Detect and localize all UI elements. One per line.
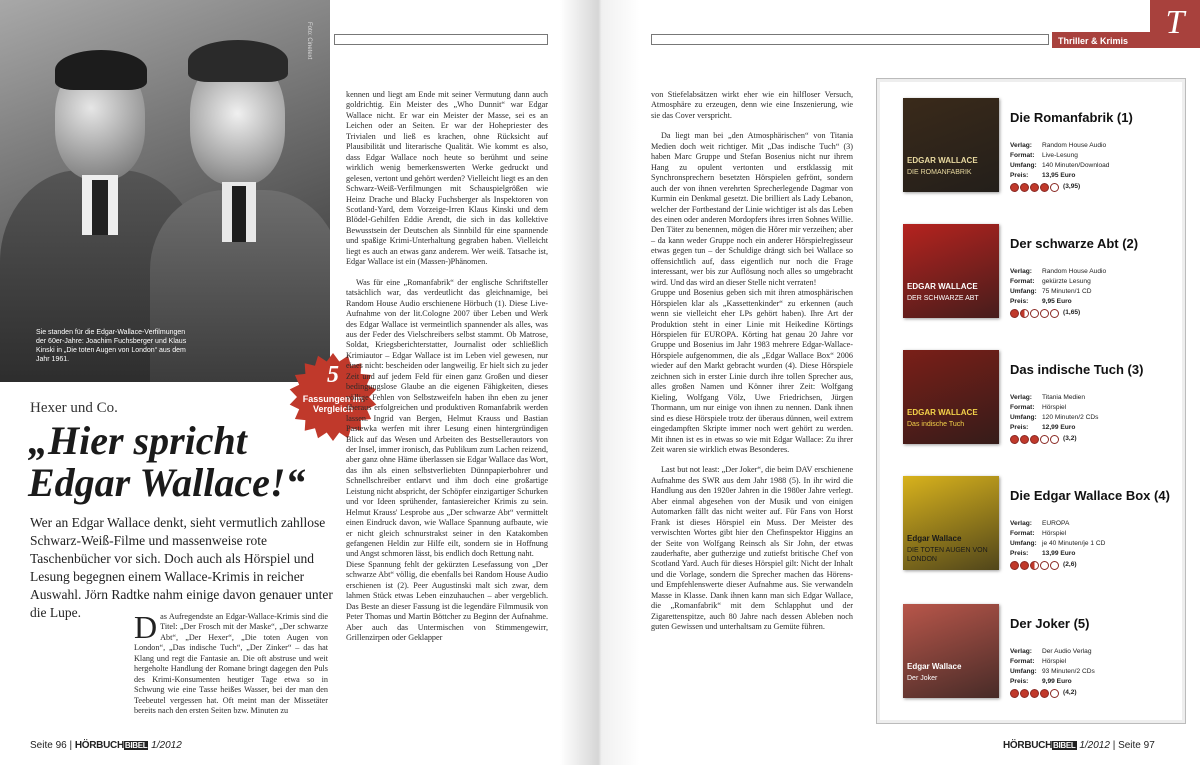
article-lead: Wer an Edgar Wallace denkt, sieht vermutlich zahllose Schwarz-Weiß-Filme und massenweise rote Taschenbücher vor sich. Doch auch als Hörspiel und Lesung begegnen einem Wallace-Krimis in reicher Auswahl. Jörn Radtke nahm einige davon genauer unter die Lupe. [30,515,333,620]
info-row-verlag [1010,267,1106,277]
info-value: Hörspiel [1042,658,1067,665]
footer-issue: 1/2012 [151,740,182,751]
info-label: Verlag: [1010,648,1032,655]
product-title: Die Romanfabrik (1) [1010,110,1133,125]
product-cover [903,604,999,698]
rating-dot-icon [1020,561,1029,570]
product-title: Der schwarze Abt (2) [1010,236,1139,251]
info-row-preis [1010,423,1098,433]
product-info [1010,267,1106,320]
section-tab: Thriller & Krimis [1052,34,1152,48]
cover-author: EDGAR WALLACE [907,156,978,165]
rating [1010,560,1105,572]
info-label: Format: [1010,152,1035,159]
product-title: Die Edgar Wallace Box (4) [1010,488,1170,503]
rating [1010,434,1098,446]
info-value: Hörspiel [1042,404,1067,411]
info-row-umfang [1010,161,1109,171]
info-row-verlag [1010,141,1109,151]
rating-dot-icon [1030,183,1039,192]
info-label: Verlag: [1010,142,1032,149]
product-info [1010,141,1109,194]
info-row-preis [1010,297,1106,307]
product-title: Der Joker (5) [1010,616,1090,631]
product-info [1010,647,1095,700]
product-cover [903,98,999,192]
footer-page-number: Seite 96 | [30,740,73,751]
rating-dot-icon [1050,309,1059,318]
info-row-format [1010,151,1109,161]
info-value: Titania Medien [1042,394,1086,401]
info-label: Umfang: [1010,162,1037,169]
product-title: Das indische Tuch (3) [1010,362,1144,377]
info-row-verlag [1010,519,1105,529]
info-label: Preis: [1010,678,1029,685]
rating-dot-icon [1010,183,1019,192]
rating-dot-icon [1040,689,1049,698]
info-row-umfang [1010,413,1098,423]
footer-page-number: | Seite 97 [1112,740,1155,751]
info-label: Preis: [1010,424,1029,431]
info-value: 75 Minuten/1 CD [1042,288,1092,295]
info-value: 13,99 Euro [1042,550,1076,557]
info-row-umfang [1010,667,1095,677]
rating-dot-icon [1030,561,1039,570]
rating-dot-icon [1050,183,1059,192]
rating-dot-icon [1030,435,1039,444]
rating-dot-icon [1050,561,1059,570]
info-label: Preis: [1010,550,1029,557]
cover-title: DIE ROMANFABRIK [907,169,972,176]
info-label: Format: [1010,404,1035,411]
product-cover [903,476,999,570]
rating [1010,182,1109,194]
rating-dot-icon [1010,689,1019,698]
info-row-umfang [1010,539,1105,549]
info-label: Verlag: [1010,520,1032,527]
product-info [1010,519,1105,572]
info-label: Umfang: [1010,540,1037,547]
info-label: Format: [1010,530,1035,537]
info-label: Umfang: [1010,668,1037,675]
product-cover [903,350,999,444]
rating-dot-icon [1050,689,1059,698]
photo-caption: Sie standen für die Edgar-Wallace-Verfilmungen der 60er-Jahre: Joachim Fuchsberger und Klaus Kinski in „Die toten Augen von London“ aus dem Jahr 1961. [36,329,187,363]
rating [1010,688,1095,700]
info-value: 13,95 Euro [1042,172,1076,179]
cover-author: Edgar Wallace [907,662,962,671]
column-3-paragraph: Gruppe und Bosenius geben sich mit ihren atmosphärischen Hörspielen klar als „Kassettenkinder“ zu erkennen (auch wenn sie vielleicht eher LPs gehört haben). Ihre Art der Produktion steht in einer Linie mit Heikedine Körtings Hörspielen für EUROPA. Körting hat genau 20 Jahre vor Gruppe und Bosenius im Jahr 1983 mehrere Edgar-Wallace-Hörspiele aufgenommen, die als „Edgar Wallace Box“ 2006 wieder auf den Markt gebracht wurden (4). Diese Hörspiele zeichnen sich in erster Linie durch ihre tollen Sprecher aus, alles großen Namen und Könner ihrer Zeit: Wolfgang Kieling, Wolfgang Völz, Uwe Friedrichsen, Jürgen Thormann, um nur einige von ihnen zu nennen. Dank ihnen sind es diese Hörspiele trotz der überaus dünnen, weil extrem eingedampften Skripte immer noch wert gehört zu werden. Mit ihnen ist es in etwas so wie mit Edgar Wallace: Zu ihrer Zeit waren sie wirklich etwas Besonderes. [651,288,853,454]
cover-title: Der Joker [907,675,938,682]
footer-logo: HÖRBUCHBIBEL [74,740,148,751]
rating-score: (3,2) [1063,435,1077,442]
column-3-paragraph: von Stiefelabsätzen wirkt eher wie ein hilfloser Versuch, Atmosphäre zu erzeugen, denn wie eine Inszenierung, wie sie das Cover verspricht. [651,90,853,120]
cover-title: Das indische Tuch [907,421,965,428]
info-label: Verlag: [1010,394,1032,401]
info-value: Hörspiel [1042,530,1067,537]
article-headline: „Hier spricht Edgar Wallace!“ [28,418,306,505]
footer-logo: HÖRBUCHBIBEL [1003,740,1076,751]
rating-dot-icon [1040,561,1049,570]
info-row-format [1010,277,1106,287]
column-1-text: as Aufregendste an Edgar-Wallace-Krimis sind die Titel: „Der Frosch mit der Maske“, „Der schwarze Abt“, „Der Hexer“, „Die toten Augen von London“, „Das indische Tuch“, „Der Zinker“ – das hat Klang und regt die Fantasie an. Die oft abstruse und weit hergeholte Handlung der Romane bringt dagegen den Puls des Krimi-Konsumenten heutiger Tage etwa so in Schwung wie eine Tasse heißes Wasser, bei der man den Teebeutel vergessen hat. Oft meint man der Missetäter bereits nach den ersten Seiten bzw. Minuten zu [134,612,328,716]
info-row-format [1010,657,1095,667]
info-value: 9,99 Euro [1042,678,1072,685]
cover-title: DIE TOTEN AUGEN VON LONDON [907,547,988,563]
column-3-paragraph: Da liegt man bei „den Atmosphärischen“ von Titania Medien doch weit richtiger. Mit „Das indische Tuch“ (3) haben Marc Gruppe und Stefan Bosenius nicht nur ihrem Hang zu opulent vertonten und erstklassig mit Synchronsprechern besetzten Hörspielen gefrönt, sondern auch der von ihnen verehrten Sprecherlegende Dagmar von Kurmin ein Denkmal gesetzt. Die brilliert als Lady Lebanon, welcher der Fortbestand der Linie wichtiger ist als das Leben des einen oder anderen Mordopfers ihres irren Sohnes Willie. Den Täter zu benennen, mögen die Hörer mir verzeihen; aber – da kann weder Gruppe noch ein anderer Hörspielregisseur etwas gegen tun – der Schuldige drängt sich bei Wallace so offensichtlich auf, dass eigentlich nur noch die Frage interessant, wer bis zur Auflösung noch alles so umgebracht wird. Und das wird an dieser Stelle nicht verraten! [651,131,853,287]
info-row-umfang [1010,287,1106,297]
column-3-paragraph: Last but not least: „Der Joker“, die beim DAV erschienene Aufnahme des SWR aus dem Jahr 1988 (5). In ihr wird die Handlung aus den 1920er Jahren in die 1980er Jahre verlegt. Aber einmal abgesehen von der Musik und von einigen Automarken fällt das nicht weiter auf. Für Fans von Horst Frank ist dieses Hörspiel ein Muss. Der Meister des verwischten Wortes gibt hier den Chefinspektor Higgins an der Seite von Wolfgang Reinsch als Sir John, der etwas zauderhafte, aber gutherzige und zutiefst britische Chef von Scotland Yard. Auch für dieses Hörspiel gilt: Nicht der Inhalt und die Vorlage, sondern die Sprecher machen das Hörens- und Empfehlenswerte dieser Aufnahme aus. Sie verwandeln Masse in Klasse. Dank ihnen kann man sich Edgar Wallace, die „Romanfabrik“ mit dem Schlapphut und der Zigarettenspitze, auch 80 Jahre nach dessen Ableben noch guten Gewissen und unterhaltsam zu Gemüte führen. [651,465,853,632]
rating-score: (4,2) [1063,689,1077,696]
rating-score: (1,65) [1063,309,1081,316]
info-label: Preis: [1010,172,1029,179]
info-row-format [1010,529,1105,539]
rating-dot-icon [1030,309,1039,318]
info-row-verlag [1010,647,1095,657]
rating-dot-icon [1020,689,1029,698]
badge-text: Fassungen im Vergleich [302,394,364,414]
rating-dot-icon [1040,435,1049,444]
column-2-paragraph: kennen und liegt am Ende mit seiner Vermutung dann auch goldrichtig. Ein Meister des „Who Dunnit“ war Edgar Wallace nicht. Er war ein Meister der Masse, sei es an Leichen oder an Seiten. Er war der Hohepriester des Trivialen und ließ es krachen, ohne Rücksicht auf Plausibilität und literarische Qualität. Wie kommt es also, dass Edgar Wallace noch heute so berühmt und seine wirklich wenig bemerkenswerten Werke gedruckt und gelesen, vertont und gehört werden? Vielleicht liegt es an den Schwarz-Weiß-Verfilmungen mit Schauspielgrößen wie Heinz Drache und Blacky Fuchsberger als Inspektoren von Scotland-Yard, dem Vorzeige-Irren Klaus Kinski und dem Blödel-Gehilfen Eddie Arendt, die sich in das kollektive Bewusstsein der Deutschen als Sinnbild für eine spannende und spaßige Krimi-Unterhaltung gegraben haben. Vielleicht liegt es auch an etwas ganz anderem. Wer weiß. Tatsache ist, Edgar Wallace ist ein (Massen-)Phänomen. [346,90,548,267]
info-value: 12,99 Euro [1042,424,1076,431]
film-still-photo [0,0,330,382]
info-row-format [1010,403,1098,413]
section-tab-topline [1052,0,1150,34]
header-rule-left [334,34,548,45]
rating-dot-icon [1010,561,1019,570]
column-2-paragraph: Diese Spannung fehlt der gekürzten Lesefassung von „Der schwarze Abt“ völlig, die ebenfalls bei Random House Audio erschienen ist (2). Peer Augustinski malt sich zwar, dem lahmen Stück etwas Leben einzuhauchen – aber vergeblich. Das Beste an dieser Fassung ist die legendäre Filmmusik von Peter Thomas und Martin Böttcher zu Beginn der Aufnahme. Aber auch das Untermischen von Stimmengewirr, Grillenzirpen oder Geklapper [346,559,548,643]
footer-issue: 1/2012 [1079,740,1110,751]
column-2-paragraph: Was für eine „Romanfabrik“ der englische Schriftsteller tatsächlich war, das verdeutlicht das gleichnamige, bei Random House Audio erschienene Hörbuch (1). Diese Live-Aufnahme von der lit.Cologne 2007 über Leben und Werk des Edgar Wallace ist vermeintlich spannender als alles, was aus der Feder des Vielschreibers selbst stammt. Ob Matrose, Soldat, Kriegsberichterstatter, Journalist oder schließlich Krimiautor – Edgar Wallace ist im Leben viel gewesen, nur eines nicht: bescheiden oder langweilig. Er hielt sich zu jeder Zeit und auf jedem Feld für einen ganz Großen und dieser bedingungslose Glaube an die eigenen Fähigkeiten, dieses völlige Fehlen von Selbstzweifeln haben ihn eben zu jener überaus erfolgreichen und produktiven Romanfabrik werden lassen. Ingrid van Bergen, Helmut Krauss und Bastian Pastewka werfen mit ihrer Lesung einen hintergründigen Blick auf das Wesen und Arbeiten des Bestsellerautors von der Insel, immer ironisch, das Publikum zum Lachen reizend, aber ganz ohne Häme überlassen sie Edgar Wallace das Wort, das ihn als einen selbstverliebten Dünnpapierbohrer und Schnellschreiber entlarvt und ihm doch eine großartige Leistung nicht abspricht, der Schöpfer einzigartiger Schurken und vor Ideen sprühender, fantasiereicher Krimis zu sein. Helmut Krauss' Lesprobe aus „Der schwarze Abt“ vermittelt einen Eindruck davon, wie Wallace Spannung aufbaute, wie er nicht gleich schnurstrakst seiner in den Katakomben gefangenen Heldin zur Hilfe eilt, sondern sie in Hoffnung und Angst schmoren lässt, bis endlich doch Rettung naht. [346,277,548,559]
info-label: Umfang: [1010,414,1037,421]
dropcap-letter: D [134,609,158,645]
article-column-2 [346,90,548,644]
rating-dot-icon [1050,435,1059,444]
info-label: Format: [1010,658,1035,665]
info-value: 120 Minuten/2 CDs [1042,414,1099,421]
badge-number: 5 [327,362,339,388]
rating-dot-icon [1030,689,1039,698]
info-value: gekürzte Lesung [1042,278,1091,285]
cover-author: EDGAR WALLACE [907,282,978,291]
rating-score: (2,6) [1063,561,1077,568]
article-column-3 [651,90,853,633]
info-value: 140 Minuten/Download [1042,162,1110,169]
article-column-1 [134,609,328,717]
info-value: EUROPA [1042,520,1070,527]
rating-dot-icon [1010,309,1019,318]
info-row-preis [1010,171,1109,181]
info-row-preis [1010,677,1095,687]
rating-dot-icon [1020,309,1029,318]
section-emblem: T [1150,0,1200,48]
info-value: Random House Audio [1042,142,1107,149]
rating [1010,308,1106,320]
rating-dot-icon [1010,435,1019,444]
info-row-verlag [1010,393,1098,403]
photo-credit: Foto: Cinetext [306,22,312,60]
info-label: Umfang: [1010,288,1037,295]
footer-right [1003,740,1155,751]
info-label: Format: [1010,278,1035,285]
article-kicker: Hexer und Co. [30,400,118,416]
cover-title: DER SCHWARZE ABT [907,295,979,302]
rating-dot-icon [1040,309,1049,318]
info-value: Der Audio Verlag [1042,648,1092,655]
info-value: 93 Minuten/2 CDs [1042,668,1095,675]
cover-author: EDGAR WALLACE [907,408,978,417]
cover-author: Edgar Wallace [907,534,962,543]
rating-dot-icon [1020,183,1029,192]
footer-left [30,740,182,751]
info-value: Live-Lesung [1042,152,1078,159]
rating-dot-icon [1040,183,1049,192]
header-rule-right [651,34,1049,45]
info-value: 9,95 Euro [1042,298,1072,305]
rating-score: (3,95) [1063,183,1081,190]
info-value: je 40 Minuten/je 1 CD [1042,540,1106,547]
rating-dot-icon [1020,435,1029,444]
product-cover [903,224,999,318]
info-label: Verlag: [1010,268,1032,275]
product-info [1010,393,1098,446]
info-value: Random House Audio [1042,268,1107,275]
info-row-preis [1010,549,1105,559]
info-label: Preis: [1010,298,1029,305]
